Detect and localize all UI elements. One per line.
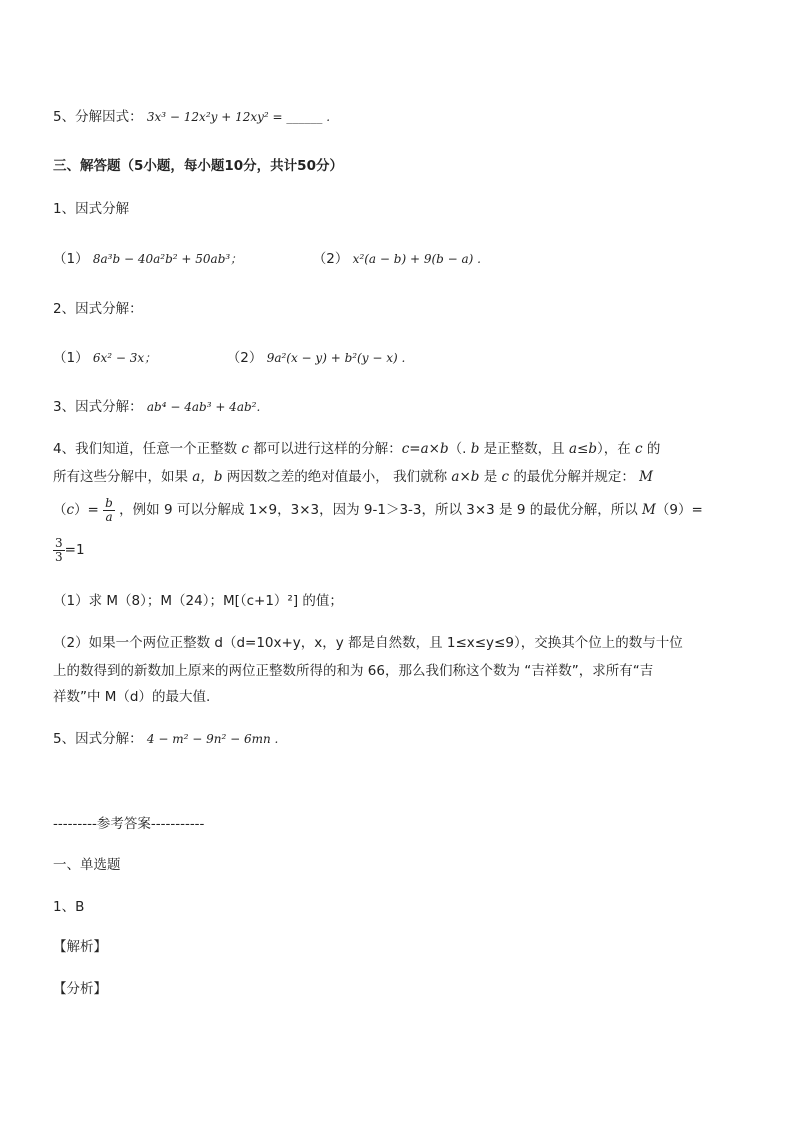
- part-1-expr: 8a³b − 40a²b² + 50ab³；: [92, 252, 243, 266]
- answer-section-heading: 一、单选题: [53, 857, 121, 873]
- analysis-label: 【解析】: [53, 939, 107, 955]
- part-1-expr: 6x² − 3x；: [92, 351, 157, 365]
- part-1-label: （1）: [53, 251, 89, 267]
- section-heading: 三、解答题（5小题，每小题10分，共计50分）: [53, 158, 343, 174]
- question-4-sub-2-line-2: 上的数得到的新数加上原来的两位正整数所得的和为 66，那么我们称这个数为 “吉祥数”，求所有“吉: [53, 663, 654, 679]
- question-4-sub-2-line-1: （2）如果一个两位正整数 d（d=10x+y，x，y 都是自然数，且 1≤x≤y≤9），交换其个位上的数与十位: [53, 635, 683, 651]
- part-2-label: （2）: [312, 251, 349, 267]
- math-expression: 4 − m² − 9n² − 6mn .: [146, 732, 279, 746]
- question-4-line-2: 所有这些分解中，如果 a，b 两因数之差的绝对值最小， 我们就称 a×b 是 c 的最优分解并规定： M: [53, 469, 653, 485]
- question-5-fill-in: [53, 108, 330, 126]
- fenxi-label: 【分析】: [53, 981, 107, 997]
- question-2-label: 2、因式分解：: [53, 301, 143, 317]
- question-4-line-3: （c）= $\frac{b}{a}$ ，例如 9 可以分解成 1×9，3×3，因为 9-1＞3-3，所以 3×3 是 9 的最优分解，所以 M（9）=: [53, 495, 703, 524]
- answer-1: 1、B: [53, 899, 85, 915]
- question-4-line-4: $\frac{3}{3}$ =1: [55, 535, 85, 564]
- question-1-parts: [53, 250, 481, 268]
- question-5: [53, 730, 278, 748]
- question-4-sub-1: （1）求 M（8）；M（24）；M[（c+1）²] 的值；: [53, 593, 343, 609]
- question-label: 3、因式分解：: [53, 399, 143, 415]
- question-1-label: 1、因式分解: [53, 201, 130, 217]
- part-2-expr: x²(a − b) + 9(b − a) .: [352, 252, 481, 266]
- question-3: [53, 398, 260, 416]
- part-1-label: （1）: [53, 350, 89, 366]
- answer-divider: ---------参考答案-----------: [53, 816, 205, 832]
- question-4-sub-2-line-3: 祥数”中 M（d）的最大值.: [53, 689, 211, 705]
- question-4-line-1: 4、我们知道，任意一个正整数 c 都可以进行这样的分解：c=a×b（. b 是正整数，且 a≤b），在 c 的: [53, 441, 661, 457]
- math-expression: ab⁴ − 4ab³ + 4ab².: [146, 400, 261, 414]
- fraction-b-over-a: $\frac{b}{a}$: [105, 495, 113, 524]
- math-expression: 3x³ − 12x²y + 12xy² = ______ .: [146, 110, 331, 124]
- question-label: 5、分解因式：: [53, 109, 143, 125]
- fraction-3-over-3: $\frac{3}{3}$: [55, 535, 63, 564]
- question-label: 5、因式分解：: [53, 731, 143, 747]
- part-2-label: （2）: [226, 350, 263, 366]
- part-2-expr: 9a²(x − y) + b²(y − x) .: [266, 351, 406, 365]
- question-2-parts: [53, 349, 405, 367]
